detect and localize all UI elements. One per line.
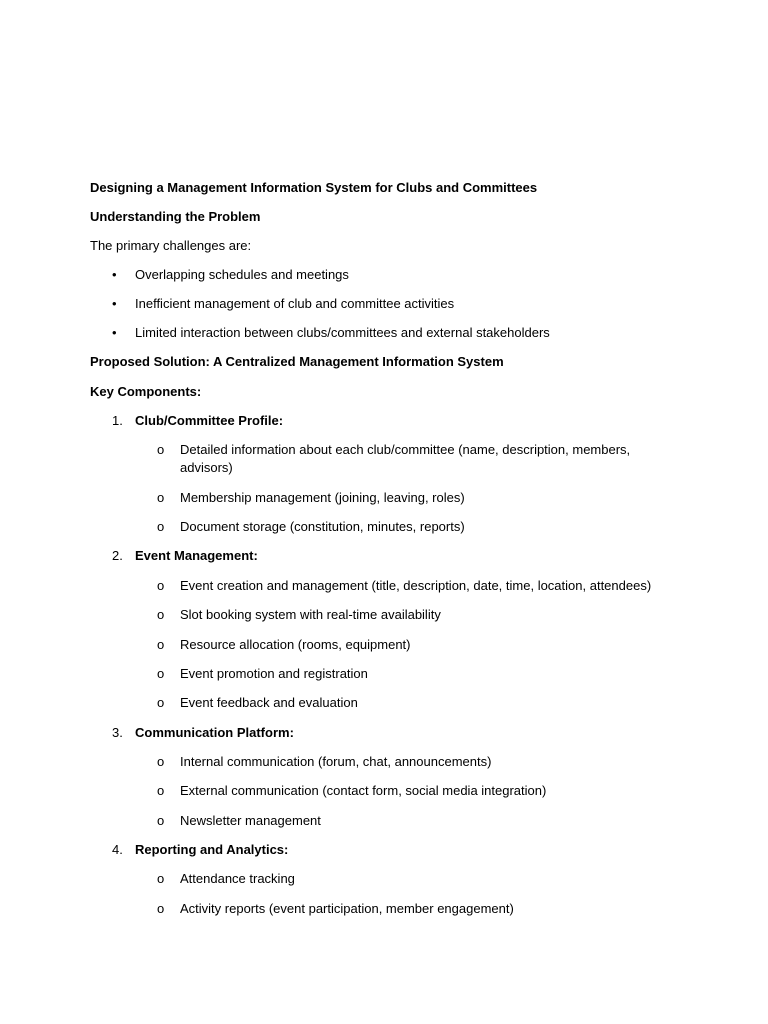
sub-list-item: Resource allocation (rooms, equipment) bbox=[180, 637, 411, 652]
component-title: Club/Committee Profile: bbox=[135, 413, 284, 428]
list-number: 1. bbox=[112, 413, 123, 428]
document-title: Designing a Management Information System for Clubs and Committees bbox=[90, 180, 538, 195]
sub-list-item: Slot booking system with real-time availability bbox=[180, 607, 441, 622]
sub-list-item: Document storage (constitution, minutes, reports) bbox=[180, 519, 465, 534]
sub-bullet-marker: o bbox=[157, 871, 165, 886]
sub-bullet-marker: o bbox=[157, 813, 165, 828]
sub-bullet-marker: o bbox=[157, 783, 165, 798]
component-title: Communication Platform: bbox=[135, 725, 294, 740]
sub-list-item: Newsletter management bbox=[180, 813, 321, 828]
bullet-marker: • bbox=[112, 296, 117, 311]
sub-bullet-marker: o bbox=[157, 490, 165, 505]
sub-list-item: Event creation and management (title, description, date, time, location, attendees) bbox=[180, 578, 652, 593]
sub-bullet-marker: o bbox=[157, 901, 165, 916]
list-item: Overlapping schedules and meetings bbox=[135, 267, 349, 282]
component-title: Event Management: bbox=[135, 548, 258, 563]
heading-key-components: Key Components: bbox=[90, 384, 202, 399]
sub-list-item: External communication (contact form, social media integration) bbox=[180, 783, 547, 798]
sub-list-item: Event feedback and evaluation bbox=[180, 695, 358, 710]
sub-bullet-marker: o bbox=[157, 754, 165, 769]
sub-list-item: Attendance tracking bbox=[180, 871, 295, 886]
sub-bullet-marker: o bbox=[157, 607, 165, 622]
sub-list-item: Detailed information about each club/committee (name, description, members, advisors) bbox=[180, 442, 631, 475]
sub-bullet-marker: o bbox=[157, 519, 165, 534]
list-item: Inefficient management of club and committee activities bbox=[135, 296, 455, 311]
sub-bullet-marker: o bbox=[157, 578, 165, 593]
challenges-intro: The primary challenges are: bbox=[90, 238, 252, 253]
sub-bullet-marker: o bbox=[157, 695, 165, 710]
list-number: 3. bbox=[112, 725, 123, 740]
bullet-marker: • bbox=[112, 267, 117, 282]
sub-bullet-marker: o bbox=[157, 442, 165, 457]
sub-bullet-marker: o bbox=[157, 637, 165, 652]
bullet-marker: • bbox=[112, 325, 117, 340]
sub-list-item: Membership management (joining, leaving, roles) bbox=[180, 490, 465, 505]
sub-list-item: Event promotion and registration bbox=[180, 666, 368, 681]
list-number: 2. bbox=[112, 548, 123, 563]
component-title: Reporting and Analytics: bbox=[135, 842, 289, 857]
list-item: Limited interaction between clubs/committees and external stakeholders bbox=[135, 325, 550, 340]
heading-proposed-solution: Proposed Solution: A Centralized Management Information System bbox=[90, 354, 504, 369]
sub-list-item: Activity reports (event participation, member engagement) bbox=[180, 901, 514, 916]
list-number: 4. bbox=[112, 842, 123, 857]
heading-understanding-problem: Understanding the Problem bbox=[90, 209, 261, 224]
sub-list-item: Internal communication (forum, chat, announcements) bbox=[180, 754, 492, 769]
sub-bullet-marker: o bbox=[157, 666, 165, 681]
